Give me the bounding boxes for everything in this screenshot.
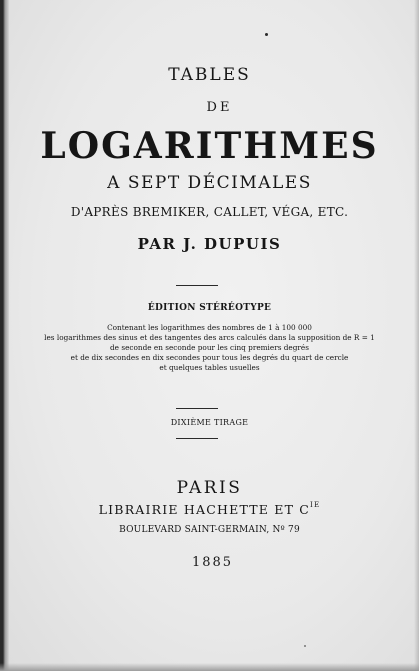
edition-description-line: et quelques tables usuelles: [159, 363, 260, 372]
divider-rule: [176, 285, 218, 286]
title-de: DE: [206, 100, 233, 115]
imprint-year: 1885: [191, 555, 234, 570]
ink-speck: [304, 645, 306, 647]
publisher-name: LIBRAIRIE HACHETTE ET C: [98, 502, 311, 517]
imprint-publisher: [0, 502, 419, 517]
imprint-address: BOULEVARD SAINT-GERMAIN, Nº 79: [119, 525, 300, 535]
subtitle-sources: D'APRÈS BREMIKER, CALLET, VÉGA, ETC.: [70, 205, 349, 219]
author-line: PAR J. DUPUIS: [137, 235, 282, 253]
subtitle-sept-decimales: A SEPT DÉCIMALES: [107, 173, 312, 193]
title-logarithmes: LOGARITHMES: [40, 125, 379, 167]
ink-speck: [265, 33, 268, 36]
imprint-city: PARIS: [176, 478, 243, 498]
edition-heading: ÉDITION STÉRÉOTYPE: [147, 303, 272, 313]
publisher-superscript: IE: [310, 501, 321, 509]
divider-rule: [176, 408, 218, 409]
edition-description-line: les logarithmes des sinus et des tangentes des arcs calculés dans la supposition de R = 1: [44, 333, 375, 342]
title-tables: TABLES: [168, 65, 251, 85]
printing-label: DIXIÈME TIRAGE: [170, 418, 249, 427]
edition-description-line: et de dix secondes en dix secondes pour tous les degrés du quart de cercle: [70, 353, 349, 362]
edition-description-line: Contenant les logarithmes des nombres de 1 à 100 000: [107, 323, 312, 332]
edition-description-line: de seconde en seconde pour les cinq premiers degrés: [110, 343, 309, 352]
page-bottom-shadow: [0, 663, 419, 671]
divider-rule: [176, 438, 218, 439]
